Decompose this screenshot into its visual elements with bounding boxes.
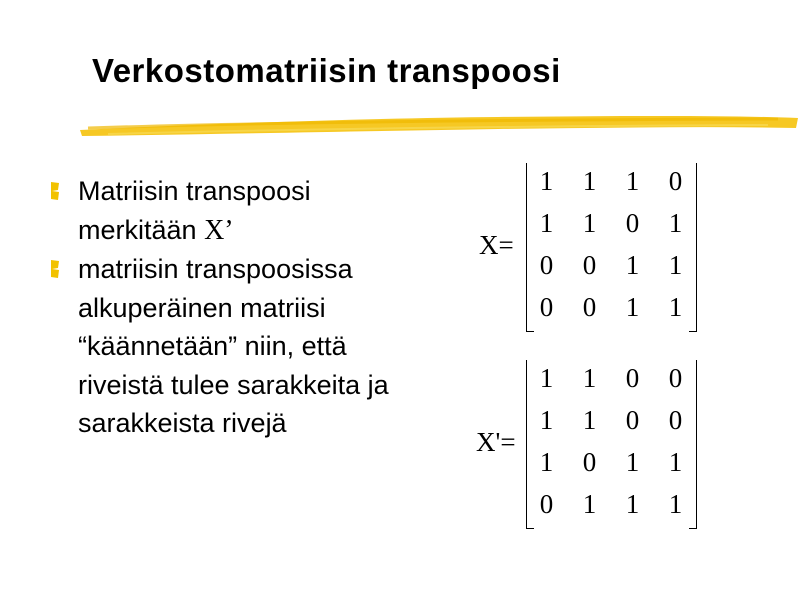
matrix-cell: 1 <box>539 404 554 435</box>
matrix-row <box>525 399 697 441</box>
matrix-row <box>525 244 697 286</box>
matrix-cell: 0 <box>625 207 640 238</box>
matrix-cell: 1 <box>582 362 597 393</box>
matrix-cell: 0 <box>582 249 597 280</box>
bullet-text-1: Matriisin transpoosi merkitään <box>78 176 311 245</box>
matrix-cell: 0 <box>539 291 554 322</box>
matrix-xt-label: X'= <box>476 427 516 457</box>
matrix-row <box>525 441 697 483</box>
matrix-cell: 1 <box>625 165 640 196</box>
bullet-list <box>50 172 390 443</box>
matrix-cell: 1 <box>582 207 597 238</box>
matrix-cell: 1 <box>668 446 683 477</box>
matrix-cell: 0 <box>668 165 683 196</box>
matrix-cell: 0 <box>625 404 640 435</box>
bullet-marker-icon <box>50 181 60 201</box>
matrix-cell: 1 <box>625 488 640 519</box>
matrix-cell: 1 <box>582 404 597 435</box>
matrix-cell: 0 <box>582 291 597 322</box>
slide-title: Verkostomatriisin transpoosi <box>92 52 561 89</box>
matrix-cell: 1 <box>539 165 554 196</box>
matrix-x <box>525 160 697 328</box>
matrix-cell: 1 <box>625 446 640 477</box>
matrix-xt <box>525 357 697 525</box>
matrix-cell: 1 <box>668 207 683 238</box>
matrix-cell: 0 <box>539 488 554 519</box>
matrix-cell: 1 <box>539 207 554 238</box>
matrix-cell: 1 <box>668 488 683 519</box>
matrix-cell: 1 <box>625 291 640 322</box>
bullet-marker-icon <box>50 259 60 279</box>
matrix-cell: 0 <box>582 446 597 477</box>
matrix-cell: 0 <box>668 362 683 393</box>
matrix-cell: 1 <box>668 249 683 280</box>
matrix-cell: 1 <box>539 362 554 393</box>
matrix-row <box>525 483 697 525</box>
matrix-x-label: X= <box>479 230 514 260</box>
matrix-row <box>525 160 697 202</box>
bullet-text-2: matriisin transpoosissa alkuperäinen matriisi “käännetään” niin, että riveistä tulee sarakkeita ja sarakkeista rivejä <box>78 254 389 438</box>
matrix-cell: 1 <box>668 291 683 322</box>
bullet-item-1 <box>50 172 390 250</box>
matrix-cell: 0 <box>668 404 683 435</box>
transpose-symbol: X’ <box>204 214 234 246</box>
matrix-cell: 1 <box>539 446 554 477</box>
title-underline-stroke <box>78 112 800 142</box>
matrix-row <box>525 202 697 244</box>
matrix-cell: 0 <box>625 362 640 393</box>
matrix-cell: 1 <box>582 488 597 519</box>
matrix-cell: 0 <box>539 249 554 280</box>
matrix-cell: 1 <box>582 165 597 196</box>
bullet-item-2 <box>50 250 390 443</box>
matrix-row <box>525 357 697 399</box>
matrix-row <box>525 286 697 328</box>
matrix-cell: 1 <box>625 249 640 280</box>
